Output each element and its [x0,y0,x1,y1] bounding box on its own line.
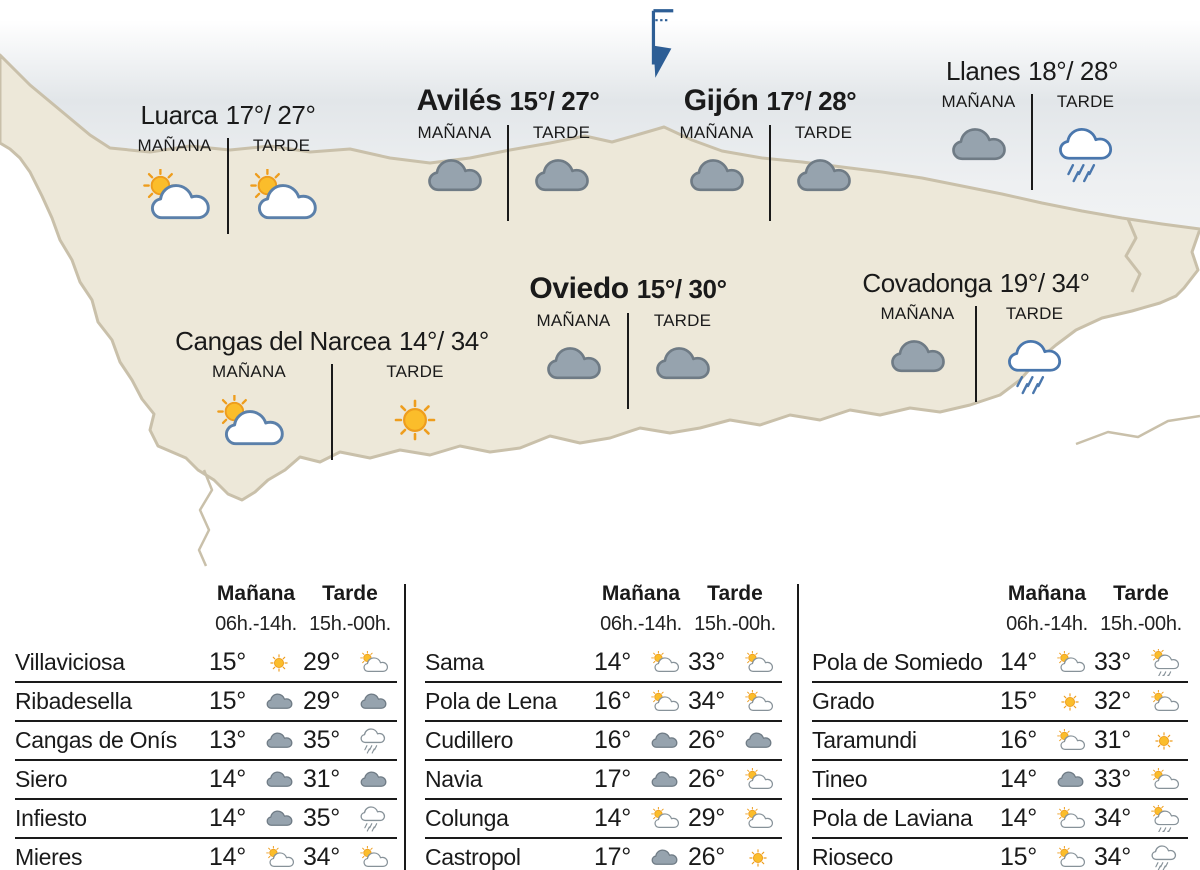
morning-temp: 16° [594,687,631,715]
town-name: Navia [425,766,483,792]
sun-icon [261,652,297,674]
afternoon-temp: 31° [303,765,340,793]
sun-cloud-icon [740,807,776,830]
station-luarca [122,100,334,234]
morning-temp: 15° [209,687,246,715]
city-name: Oviedo [529,272,629,305]
afternoon-label: TARDE [653,311,712,330]
sun-cloud-icon [138,169,212,224]
cloud-icon [796,156,852,194]
cloud-icon [546,344,602,382]
sun-cloud-icon [355,651,391,674]
morning-temp: 14° [209,765,246,793]
cloud-icon [427,156,483,194]
afternoon-temp: 33° [688,648,725,676]
station-title [520,272,736,306]
town-name: Pola de Laviana [812,805,973,831]
afternoon-label: TARDE [252,136,311,155]
column-subheader-afternoon-hours: 15h.-00h. [1100,613,1182,635]
cloud-icon [890,337,946,375]
table-row [15,644,397,683]
morning-label: MAÑANA [212,362,286,381]
morning-label: MAÑANA [536,311,611,330]
sun-cloud-icon [646,651,682,674]
afternoon-temp: 29° [303,687,340,715]
sun-cloud-icon [1052,729,1088,752]
sun-cloud-icon [245,169,319,224]
morning-temp: 14° [209,804,246,832]
column-subheader-morning-hours: 06h.-14h. [215,613,297,635]
sun-cloud-icon [646,690,682,713]
morning-temp: 13° [209,726,246,754]
morning-temp: 16° [1000,726,1037,754]
sun-cloud-icon [740,768,776,791]
afternoon-label: TARDE [794,123,853,142]
town-name: Rioseco [812,844,893,870]
town-name: Pola de Lena [425,688,557,714]
town-name: Grado [812,688,875,714]
afternoon-temp: 26° [688,726,725,754]
afternoon-label: TARDE [532,123,591,142]
city-name: Luarca [140,100,218,130]
column-subheader-morning-hours: 06h.-14h. [1006,613,1088,635]
column-header-afternoon: Tarde [707,582,763,605]
column-subheader-morning-hours: 06h.-14h. [600,613,682,635]
table-row [425,722,782,761]
sun-cloud-icon [1052,651,1088,674]
town-name: Pola de Somiedo [812,649,983,675]
morning-temp: 14° [1000,804,1037,832]
table-row [15,800,397,839]
cloud-icon [951,125,1007,163]
cloud-icon [689,156,745,194]
morning-label: MAÑANA [941,92,1016,111]
afternoon-temp: 34° [1094,843,1131,870]
wind-pennant-icon [644,6,678,87]
sun-cloud-icon [1052,846,1088,869]
city-temps: 18°/ 28° [1028,56,1119,86]
city-name: Cangas del Narcea [175,326,391,356]
city-temps: 17°/ 28° [766,86,857,116]
city-temps: 14°/ 34° [398,326,489,356]
sun-cloud-icon [740,690,776,713]
afternoon-temp: 35° [303,804,340,832]
sun-rain-icon [1146,805,1182,832]
station-title [122,100,334,131]
rain-icon [1146,844,1182,870]
city-temps: 15°/ 30° [636,274,727,304]
station-gijon [664,84,876,221]
sun-cloud-icon [355,846,391,869]
southeast-province-border [1076,416,1200,444]
table-row [15,722,397,761]
cloud-icon [655,344,711,382]
table-row [425,683,782,722]
town-name: Ribadesella [15,688,132,714]
table-row [425,644,782,683]
afternoon-label: TARDE [1056,92,1115,111]
sun-icon [1052,691,1088,713]
afternoon-temp: 32° [1094,687,1131,715]
cloud-icon [740,731,776,749]
cloud-icon [646,848,682,866]
afternoon-temp: 33° [1094,765,1131,793]
afternoon-temp: 35° [303,726,340,754]
morning-temp: 14° [594,804,631,832]
table-row [425,761,782,800]
column-subheader-afternoon-hours: 15h.-00h. [694,613,776,635]
station-title [926,56,1138,87]
sun-icon [740,847,776,869]
morning-temp: 14° [1000,648,1037,676]
table-divider [797,584,799,870]
sun-cloud-icon [646,807,682,830]
station-title [664,84,876,118]
table-row [812,644,1188,683]
rain-icon [355,805,391,833]
table-row [425,800,782,839]
sun-cloud-icon [1146,690,1182,713]
cloud-icon [355,692,391,710]
town-name: Taramundi [812,727,917,753]
morning-temp: 15° [1000,687,1037,715]
sun-cloud-icon [1052,807,1088,830]
morning-temp: 14° [209,843,246,870]
table-row [812,800,1188,839]
sun-icon [1146,730,1182,752]
cloud-icon [261,731,297,749]
station-llanes [926,56,1138,190]
column-header-afternoon: Tarde [1113,582,1169,605]
station-title [402,84,614,118]
town-name: Cudillero [425,727,514,753]
cloud-icon [355,770,391,788]
column-header-morning: Mañana [1007,582,1087,605]
morning-label: MAÑANA [880,304,955,323]
table-row [812,761,1188,800]
station-title [167,326,497,357]
morning-label: MAÑANA [679,123,754,142]
column-subheader-afternoon-hours: 15h.-00h. [309,613,391,635]
sun-rain-icon [1146,649,1182,676]
city-name: Llanes [945,56,1021,86]
table-row [15,683,397,722]
table-row [812,839,1188,870]
town-name: Colunga [425,805,509,831]
table-row [15,761,397,800]
station-aviles [402,84,614,221]
morning-temp: 15° [1000,843,1037,870]
city-temps: 17°/ 27° [225,100,316,130]
forecast-table-middle [425,582,782,870]
column-header-afternoon: Tarde [322,582,378,605]
town-name: Castropol [425,844,521,870]
sun-cloud-icon [261,846,297,869]
town-name: Siero [15,766,68,792]
morning-label: MAÑANA [137,136,212,155]
city-name: Avilés [416,84,502,117]
cloud-icon [646,770,682,788]
table-row [15,839,397,870]
cloud-icon [1052,770,1088,788]
afternoon-label: TARDE [1005,304,1064,323]
column-header-morning: Mañana [216,582,296,605]
city-name: Covadonga [862,268,992,298]
forecast-table-left [15,582,397,870]
afternoon-temp: 26° [688,765,725,793]
morning-temp: 17° [594,843,631,870]
cloud-icon [261,809,297,827]
town-name: Cangas de Onís [15,727,178,753]
cloud-icon [261,770,297,788]
afternoon-temp: 34° [688,687,725,715]
city-temps: 19°/ 34° [999,268,1090,298]
forecast-table-right [812,582,1188,870]
sun-cloud-icon [1146,768,1182,791]
table-row [812,683,1188,722]
town-name: Mieres [15,844,83,870]
town-name: Tineo [812,766,868,792]
sun-icon [390,395,440,445]
afternoon-temp: 34° [303,843,340,870]
station-title [860,268,1092,299]
morning-temp: 14° [1000,765,1037,793]
column-header-morning: Mañana [601,582,681,605]
afternoon-temp: 26° [688,843,725,870]
table-row [425,839,782,870]
afternoon-label: TARDE [386,362,444,381]
table-row [812,722,1188,761]
rain-icon [1007,337,1063,397]
southwest-province-border [199,470,212,566]
morning-temp: 17° [594,765,631,793]
sun-cloud-icon [212,395,286,450]
city-temps: 15°/ 27° [509,86,600,116]
rain-icon [1058,125,1114,185]
morning-temp: 15° [209,648,246,676]
table-divider [404,584,406,870]
afternoon-temp: 33° [1094,648,1131,676]
sun-cloud-icon [740,651,776,674]
morning-label: MAÑANA [417,123,492,142]
afternoon-temp: 34° [1094,804,1131,832]
rain-icon [355,727,391,755]
city-name: Gijón [683,84,759,117]
cloud-icon [261,692,297,710]
afternoon-temp: 29° [688,804,725,832]
town-name: Sama [425,649,484,675]
afternoon-temp: 31° [1094,726,1131,754]
afternoon-temp: 29° [303,648,340,676]
town-name: Infiesto [15,805,87,831]
cloud-icon [534,156,590,194]
cloud-icon [646,731,682,749]
morning-temp: 14° [594,648,631,676]
town-name: Villaviciosa [15,649,125,675]
station-oviedo [520,272,736,409]
station-covadonga [860,268,1092,402]
morning-temp: 16° [594,726,631,754]
station-cangas-del-narcea [167,326,497,460]
